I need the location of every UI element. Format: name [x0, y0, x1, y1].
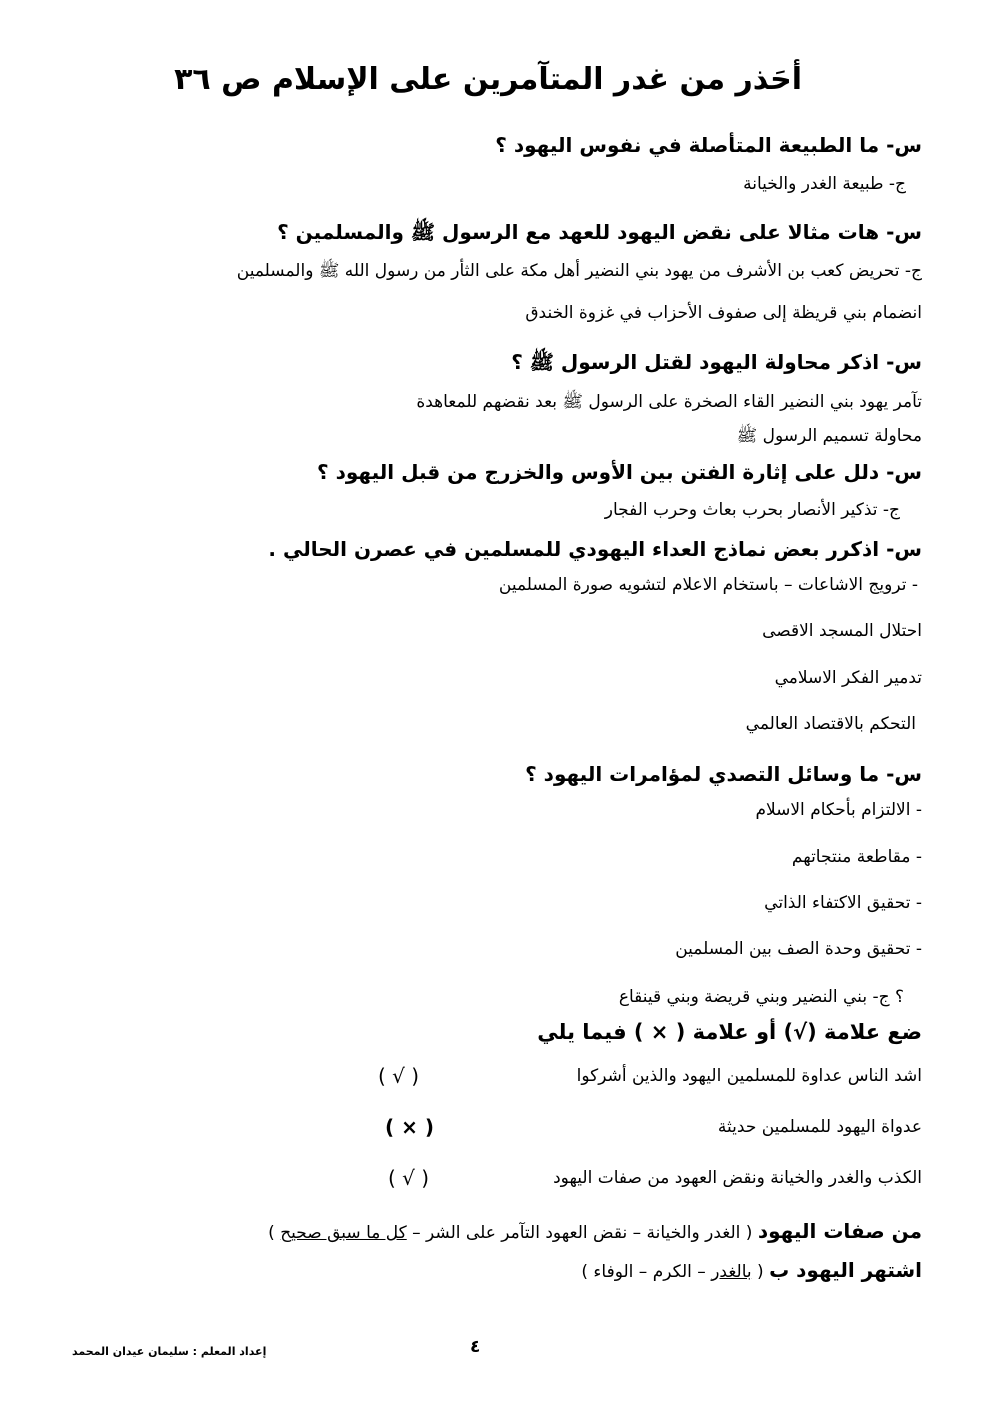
true-false-mark: ( × )	[385, 1115, 434, 1139]
answer-1: ج- طبيعة الغدر والخيانة	[743, 174, 906, 194]
page-title: أحَذر من غدر المتآمرين على الإسلام ص ٣٦	[174, 62, 802, 97]
answer-3-line-1: تآمر يهود بني النضير القاء الصخرة على الرسول ﷺ بعد نقضهم للمعاهدة	[416, 392, 922, 412]
answer-6-item: - تحقيق الاكتفاء الذاتي	[764, 893, 922, 913]
author-credit: إعداد المعلم : سليمان عيدان المحمد	[72, 1345, 267, 1358]
answer-2-line-2: انضمام بني قريظة إلى صفوف الأحزاب في غزوة الخندق	[525, 303, 922, 323]
true-false-statement: الكذب والغدر والخيانة ونقض العهود من صفات اليهود	[553, 1168, 922, 1188]
question-6: س- ما وسائل التصدي لمؤامرات اليهود ؟	[525, 762, 922, 786]
true-false-heading: ضع علامة (√) أو علامة ( × ) فيما يلي	[537, 1020, 922, 1044]
answer-2-line-1: ج- تحريض كعب بن الأشرف من يهود بني النضير أهل مكة على الثأر من رسول الله ﷺ والمسلمين	[236, 261, 922, 281]
mc1-close: )	[268, 1223, 281, 1243]
answer-5-item: احتلال المسجد الاقصى	[762, 621, 922, 641]
mc1-label: من صفات اليهود	[757, 1219, 922, 1243]
multiple-choice-2	[581, 1258, 922, 1282]
answer-4: ج- تذكير الأنصار بحرب بعاث وحرب الفجار	[604, 500, 900, 520]
question-1: س- ما الطبيعة المتأصلة في نفوس اليهود ؟	[495, 133, 922, 157]
multiple-choice-1	[268, 1219, 922, 1243]
true-false-statement: اشد الناس عداوة للمسلمين اليهود والذين أشركوا	[576, 1066, 922, 1086]
question-4: س- دلل على إثارة الفتن بين الأوس والخزرج من قبل اليهود ؟	[317, 460, 922, 484]
answer-5-item: - ترويج الاشاعات – باستخام الاعلام لتشويه صورة المسلمين	[498, 575, 918, 595]
answer-5-item: التحكم بالاقتصاد العالمي	[745, 714, 916, 734]
question-5: س- اذكرر بعض نماذج العداء اليهودي للمسلمين في عصرن الحالي .	[268, 537, 922, 561]
answer-3-line-2: محاولة تسميم الرسول ﷺ	[736, 426, 922, 446]
page-number: ٤	[470, 1337, 481, 1357]
question-3: س- اذكر محاولة اليهود لقتل الرسول ﷺ ؟	[511, 350, 922, 374]
mc2-label: اشتهر اليهود ب	[769, 1258, 922, 1282]
true-false-statement: عدواة اليهود للمسلمين حديثة	[717, 1117, 922, 1137]
mc2-open: (	[751, 1262, 764, 1282]
true-false-mark: ( √ )	[378, 1064, 420, 1088]
mc1-options: ( الغدر والخيانة – نقض العهود التآمر على الشر –	[406, 1223, 753, 1243]
answer-5-item: تدمير الفكر الاسلامي	[774, 668, 922, 688]
answer-6-item: - تحقيق وحدة الصف بين المسلمين	[675, 939, 922, 959]
answer-7: ؟ ج- بني النضير وبني قريضة وبني قينقاع	[618, 987, 904, 1007]
question-2: س- هات مثالا على نقض اليهود للعهد مع الرسول ﷺ والمسلمين ؟	[277, 220, 922, 244]
mc2-correct-answer: بالغدر	[711, 1262, 752, 1282]
true-false-mark: ( √ )	[388, 1166, 430, 1190]
answer-6-item: - الالتزام بأحكام الاسلام	[755, 800, 922, 820]
mc1-correct-answer: كل ما سبق صحيح	[280, 1223, 407, 1243]
mc2-options: – الكرم – الوفاء )	[581, 1262, 712, 1282]
answer-6-item: - مقاطعة منتجاتهم	[791, 847, 922, 867]
